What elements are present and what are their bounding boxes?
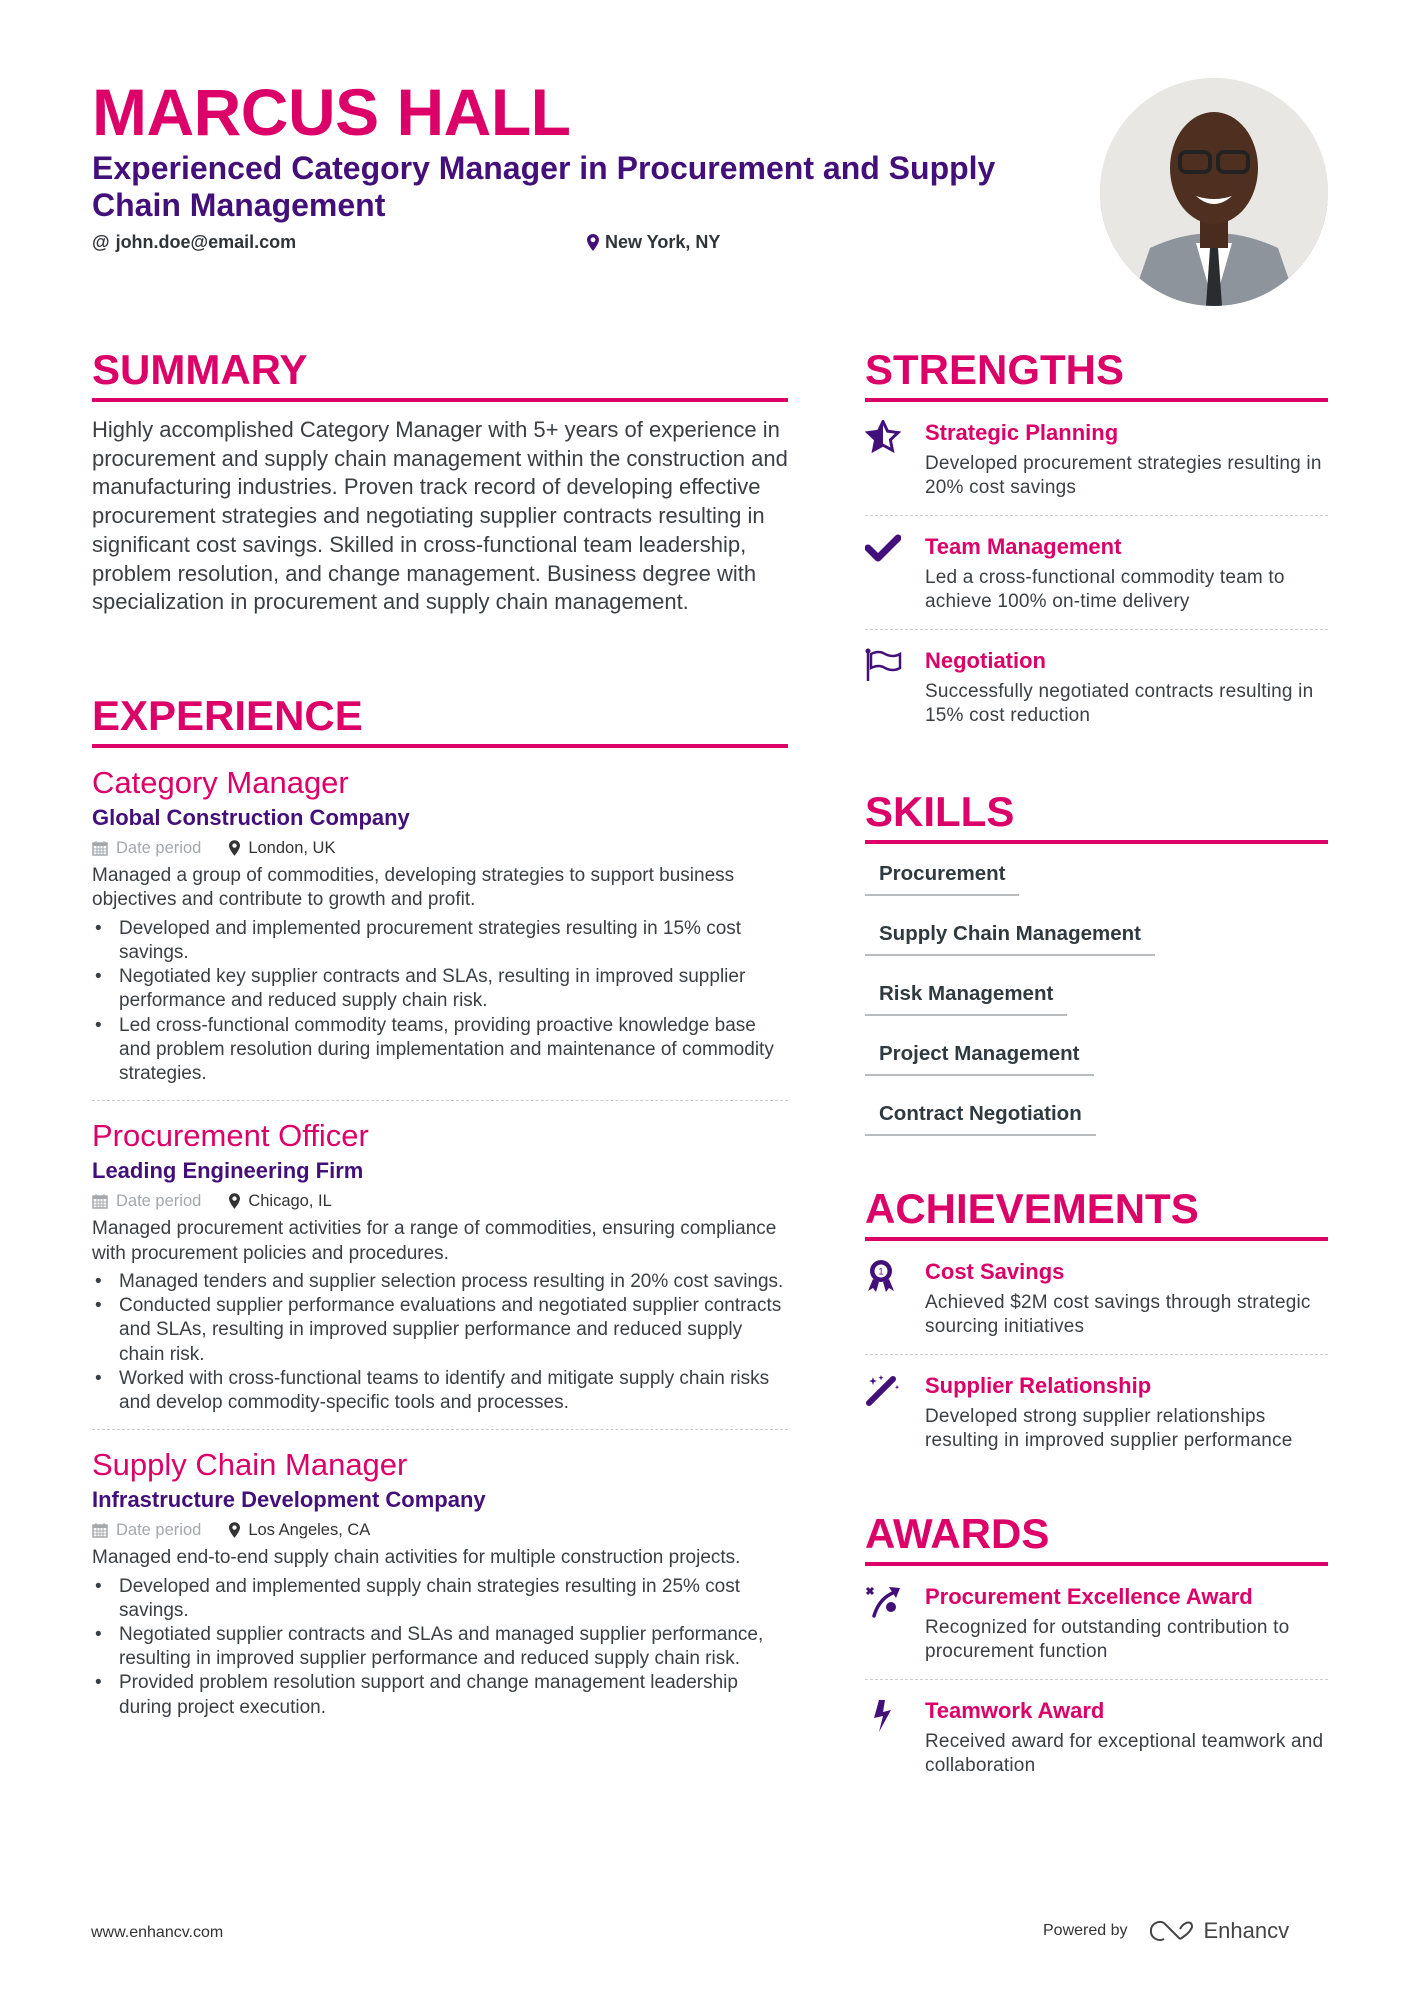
skill-tag: Procurement [865,856,1019,896]
job-bullet: • Developed and implemented procurement strategies resulting in 15% cost savings. [92,917,788,965]
achievements-item [865,1241,1328,1355]
job-bullet: • Worked with cross-functional teams to identify and mitigate supply chain risks and develop commodity-specific tools and processes. [92,1367,788,1415]
date-text: Date period [116,1192,202,1211]
job-bullet: • Provided problem resolution support and change management leadership during project execution. [92,1671,788,1719]
achievements-item-description: Achieved $2M cost savings through strategic sourcing initiatives [925,1292,1311,1338]
achievements-item [865,1355,1328,1468]
website-link[interactable]: www.enhancv.com [91,1924,224,1941]
awards-heading: AWARDS [865,1510,1328,1566]
job-bullet: • Managed tenders and supplier selection process resulting in 20% cost savings. [92,1270,788,1294]
flag-icon [865,646,925,729]
achievements-item-description: Developed strong supplier relationships resulting in improved supplier performance [925,1405,1293,1452]
awards-section [865,1510,1328,1793]
job-location [229,1187,331,1215]
job-bullet: • Developed and implemented supply chain strategies resulting in 25% cost savings. [92,1575,788,1623]
svg-text:1: 1 [878,1266,884,1277]
location-text: London, UK [248,839,336,857]
powered-by [1043,1918,1289,1944]
location-pin-icon [229,1193,240,1209]
strategy-arrow-icon [865,1582,925,1665]
skill-tag: Contract Negotiation [865,1096,1096,1136]
job-date [92,1516,201,1544]
awards-item-title: Procurement Excellence Award [925,1584,1253,1609]
job-bullet: • Negotiated supplier contracts and SLAs and managed supplier performance, resulting in improved supplier performance and reduced supply chain risk. [92,1623,788,1671]
job-date [92,834,201,862]
job-title: Category Manager [92,765,349,800]
at-icon: @ [92,232,110,252]
achievements-item-title: Cost Savings [925,1259,1065,1284]
summary-section [92,346,788,617]
experience-heading: EXPERIENCE [92,692,788,748]
job-bullet: • Negotiated key supplier contracts and SLAs, resulting in improved supplier performance and reduced supply chain risk. [92,965,788,1013]
job-description: Managed procurement activities for a range of commodities, ensuring compliance with procurement policies and procedures. [92,1218,777,1264]
powered-by-label: Powered by [1043,1922,1128,1939]
achievements-item-title: Supplier Relationship [925,1372,1152,1398]
job-entry [92,1430,788,1734]
calendar-icon [92,1193,108,1209]
job-bullet: • Led cross-functional commodity teams, providing proactive knowledge base and problem resolution during implementation and maintenance of commodity strategies. [92,1014,788,1087]
job-meta [92,1187,788,1215]
brand-name: Enhancv [1203,1918,1290,1943]
awards-item-description: Recognized for outstanding contribution to procurement function [925,1617,1290,1663]
job-location [229,1516,370,1544]
company-name: Global Construction Company [92,805,410,830]
achievements-section [865,1185,1328,1468]
job-entry [92,1101,788,1430]
location-text: New York, NY [605,232,721,252]
job-title: Procurement Officer [92,1118,369,1154]
awards-item [865,1566,1328,1680]
job-bullet: • Conducted supplier performance evaluations and negotiated supplier contracts and SLAs, resulting in improved supplier performance and reduced supply chain risk. [92,1294,788,1367]
awards-item-title: Teamwork Award [925,1697,1105,1723]
date-text: Date period [116,839,202,857]
email-text: john.doe@email.com [115,232,297,252]
job-bullets [92,917,788,1086]
contact-email [92,232,296,253]
location-text: Los Angeles, CA [248,1521,371,1540]
check-icon [865,532,925,615]
summary-text: Highly accomplished Category Manager with 5+ years of experience in procurement and supply chain management within the construction and manufacturing industries. Proven track record of developing effective procurement strategies and negotiating supplier contracts resulting in significant cost savings. Skilled in cross-functional team leadership, problem resolution, and change management. Business degree with specialization in procurement and supply chain management. [92,417,788,615]
achievements-heading: ACHIEVEMENTS [865,1185,1328,1241]
profile-photo [1100,78,1328,306]
enhancv-logo[interactable] [1150,1918,1290,1944]
job-title: Supply Chain Manager [92,1447,408,1483]
job-location [229,834,335,862]
strengths-item [865,516,1328,630]
strengths-section [865,346,1328,742]
star-icon [865,418,925,501]
company-name: Leading Engineering Firm [92,1158,364,1184]
strengths-item-title: Strategic Planning [925,420,1119,445]
magic-wand-icon [865,1371,925,1454]
calendar-icon [92,840,108,856]
job-description: Managed a group of commodities, developing strategies to support business objectives and contribute to growth and profit. [92,865,735,911]
strengths-item-description: Developed procurement strategies resulting in 20% cost savings [925,453,1322,499]
strengths-item-title: Negotiation [925,647,1046,673]
headline: Experienced Category Manager in Procurement and Supply Chain Management [92,150,996,223]
experience-section [92,692,788,1734]
medal-icon [865,1257,925,1340]
strengths-item [865,402,1328,516]
awards-item [865,1680,1328,1793]
job-bullets [92,1270,788,1415]
candidate-name: MARCUS HALL [92,75,571,149]
enhancv-logo-icon [1150,1919,1196,1943]
contact-location [587,232,720,253]
job-entry [92,748,788,1101]
job-date [92,1187,201,1215]
location-pin-icon [229,1522,240,1538]
strengths-item [865,630,1328,743]
job-meta [92,834,788,862]
location-text: Chicago, IL [248,1192,332,1211]
strengths-item-description: Successfully negotiated contracts resulting in 15% cost reduction [925,680,1314,727]
strengths-heading: STRENGTHS [865,346,1328,402]
location-pin-icon [229,840,240,856]
job-bullets [92,1575,788,1720]
calendar-icon [92,1522,108,1538]
job-description: Managed end-to-end supply chain activities for multiple construction projects. [92,1547,741,1569]
summary-heading: SUMMARY [92,346,788,402]
awards-item-description: Received award for exceptional teamwork and collaboration [925,1730,1324,1777]
skills-section [865,788,1328,1156]
skill-tag: Supply Chain Management [865,916,1155,956]
date-text: Date period [116,1521,202,1540]
strengths-item-description: Led a cross-functional commodity team to achieve 100% on-time delivery [925,566,1285,613]
skill-tag: Project Management [865,1036,1094,1076]
strengths-item-title: Team Management [925,533,1122,559]
location-pin-icon [587,234,599,251]
skill-tag: Risk Management [865,976,1067,1016]
lightning-icon [865,1696,925,1779]
job-meta [92,1516,788,1544]
skills-heading: SKILLS [865,788,1328,844]
company-name: Infrastructure Development Company [92,1487,486,1513]
